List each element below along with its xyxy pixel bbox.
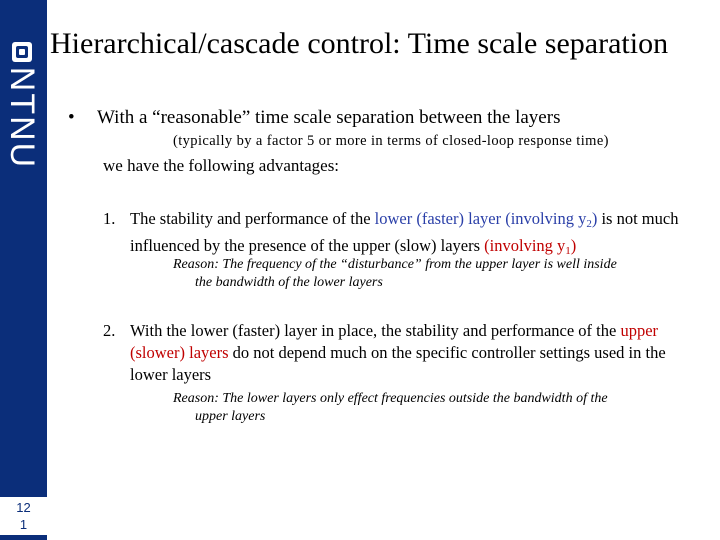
upper-layer-highlight: upper (slower) layers bbox=[130, 321, 659, 362]
item-text: With the lower (faster) layer in place, the stability and performance of the upper (slower) layers do not depend much on the specific controller settings used in the lower layers bbox=[130, 321, 666, 384]
upper-layer-highlight: (involving $y_1$) bbox=[484, 236, 577, 257]
lower-layer-highlight: lower (faster) layer (involving $y_2$) bbox=[374, 209, 598, 230]
reason-2: Reason: The lower layers only effect frequencies outside the bandwidth of the upper layers bbox=[173, 391, 608, 424]
advantage-item-1 bbox=[103, 208, 693, 262]
ntnu-sidebar bbox=[0, 0, 47, 540]
item-number: 2. bbox=[103, 321, 116, 340]
ntnu-logo-text: NTNU bbox=[3, 66, 41, 170]
slide-title: Hierarchical/cascade control: Time scale separation bbox=[50, 27, 669, 60]
item-number: 1. bbox=[103, 209, 116, 228]
bullet-marker: • bbox=[68, 107, 75, 128]
ntnu-logo-icon bbox=[12, 42, 32, 62]
bullet-text: With a “reasonable” time scale separation between the layers bbox=[97, 107, 561, 128]
bullet-note: (typically by a factor 5 or more in terms of closed-loop response time) bbox=[173, 133, 609, 149]
advantage-item-2 bbox=[103, 320, 693, 386]
page-number-part1: 12 bbox=[16, 500, 31, 515]
page-number bbox=[0, 497, 47, 535]
item-text: The stability and performance of the lower (faster) layer (involving $y_2$) is not much influenced by the presence of the upper (slow) layers (involving $y_1$) bbox=[130, 209, 679, 257]
advantages-intro: we have the following advantages: bbox=[103, 156, 340, 175]
page-number-part2: 1 bbox=[19, 517, 28, 532]
reason-1: Reason: The frequency of the “disturbance” from the upper layer is well inside the bandwidth of the lower layers bbox=[173, 257, 617, 290]
